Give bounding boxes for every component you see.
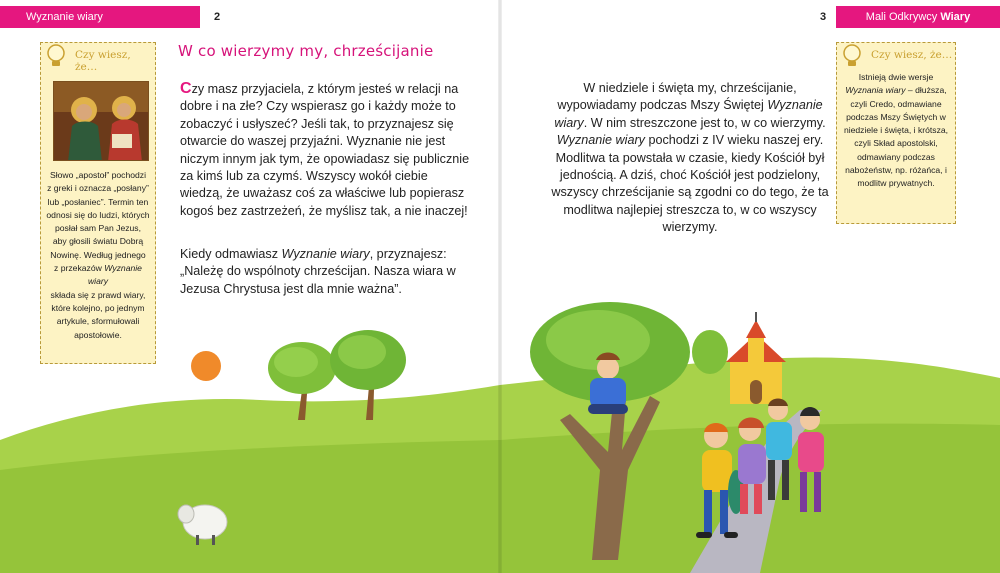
header-series-label: Mali Odkrywcy Wiary xyxy=(836,6,1000,28)
book-gutter xyxy=(498,0,502,573)
box-text: Istnieją dwie wersje Wyznania wiary – dłuższa, czyli Credo, odmawiane podczas Mszy Świętych w niedziele i święta, i krótsza, czyli Skład apostolski, odmawiany podczas nabożeństw, np. różańca, i modlitw prywatnych. xyxy=(843,72,949,189)
paragraph-intro: Czy masz przyjaciela, z którym jesteś w relacji na dobre i na złe? Czy wspierasz go i każdy może to zobaczyć i usłyszeć? Jeśli tak, to przyznajesz się otwarcie do waszej przyjaźni. Wyznanie nie jest niczym innym jak tym, że opowiadasz się publicznie za kimś lub za czymś. Wszyscy wokół ciebie wiedzą, że uważasz coś za właściwe lub popierasz kogoś bez zastrzeżeń, że myślisz tak, a nie inaczej! xyxy=(180,80,470,218)
right-page xyxy=(500,0,1000,573)
sun-icon xyxy=(191,351,221,381)
lightbulb-icon xyxy=(45,43,67,69)
page-number: 3 xyxy=(820,11,827,23)
page-title: W co wierzymy my, chrześcijanie xyxy=(178,42,434,60)
box-text: Słowo „apostoł” pochodzi z greki i oznacza „posłany” lub „posłaniec”. Termin ten odnosi się do ludzi, których posłał sam Pan Jezus, aby głosili światu Dobrą Nowinę. Według jednego z przekazów Wyznanie wiary składa się z prawd wiary, które kolejno, po jednym artykule, sformułowali apostołowie. xyxy=(46,170,150,340)
drop-cap: C xyxy=(180,80,192,97)
box-title: Czy wiesz, że… xyxy=(871,49,953,61)
paragraph-creed: Kiedy odmawiasz Wyznanie wiary, przyznajesz: „Należę do wspólnoty chrześcijan. Nasza wiara w Jezusa Chrystusa jest dla mnie ważna”. xyxy=(180,247,456,296)
church-illustration xyxy=(726,312,786,404)
box-title: Czy wiesz, że… xyxy=(75,49,131,73)
lightbulb-icon xyxy=(841,43,863,69)
apostles-painting xyxy=(53,81,149,161)
did-you-know-box xyxy=(40,42,156,364)
did-you-know-box xyxy=(836,42,956,224)
header-section-label: Wyznanie wiary xyxy=(0,6,200,28)
paragraph-creed-history: W niedziele i święta my, chrześcijanie, wypowiadamy podczas Mszy Świętej Wyznanie wiary. W nim streszczone jest to, w co wierzymy. Wyznanie wiary pochodzi z IV wieku naszej ery. Modlitwa ta powstała w czasie, kiedy Kościół był jednością. A dziś, choć Kościół jest podzielony, wszyscy chrześcijanie są zgodni co do tego, że ta modlitwa najlepiej streszcza to, w co wszyscy wierzymy. xyxy=(551,81,829,235)
page-number: 2 xyxy=(214,11,221,23)
